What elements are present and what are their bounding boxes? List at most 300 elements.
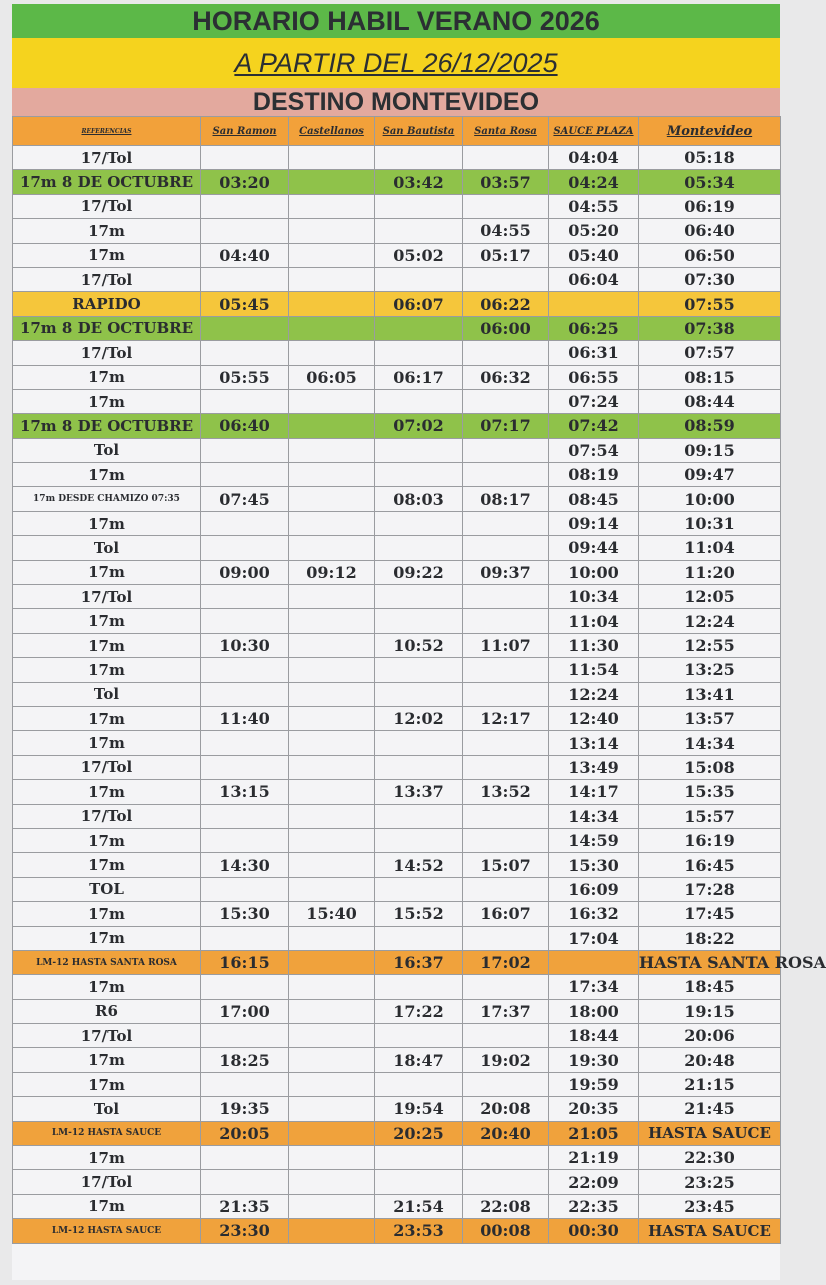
cell-sauce-plaza: 12:40 [549,706,639,730]
cell-reference: Tol [13,1097,201,1121]
cell-sauce-plaza: 19:59 [549,1072,639,1096]
cell-castellanos [289,804,375,828]
cell-montevideo: 06:19 [639,194,781,218]
cell-san-bautista: 19:54 [375,1097,463,1121]
table-row [13,511,781,535]
cell-reference: 17m [13,243,201,267]
cell-san-ramon [201,1072,289,1096]
cell-montevideo: 09:15 [639,438,781,462]
table-row [13,926,781,950]
table-row [13,316,781,340]
cell-montevideo: 07:57 [639,341,781,365]
cell-reference: 17m [13,1072,201,1096]
cell-castellanos [289,463,375,487]
cell-san-bautista [375,804,463,828]
cell-castellanos [289,1024,375,1048]
cell-castellanos [289,487,375,511]
table-row [13,658,781,682]
cell-sauce-plaza: 06:04 [549,267,639,291]
cell-sauce-plaza: 06:55 [549,365,639,389]
cell-san-ramon: 04:40 [201,243,289,267]
cell-castellanos [289,243,375,267]
cell-reference: Tol [13,536,201,560]
cell-castellanos [289,926,375,950]
cell-sauce-plaza: 21:05 [549,1121,639,1145]
cell-sauce-plaza: 14:34 [549,804,639,828]
schedule-title: HORARIO HABIL VERANO 2026 [12,4,780,38]
cell-montevideo: 19:15 [639,999,781,1023]
cell-san-ramon: 10:30 [201,633,289,657]
cell-santa-rosa [463,609,549,633]
cell-santa-rosa: 12:17 [463,706,549,730]
timetable-body [13,146,826,1244]
cell-santa-rosa: 19:02 [463,1048,549,1072]
cell-san-bautista: 13:37 [375,780,463,804]
table-row [13,975,781,999]
cell-montevideo: 16:45 [639,853,781,877]
cell-reference: 17m [13,658,201,682]
cell-san-bautista [375,755,463,779]
cell-reference: 17m [13,828,201,852]
cell-reference: 17/Tol [13,194,201,218]
cell-santa-rosa [463,731,549,755]
cell-santa-rosa [463,877,549,901]
cell-reference: 17m [13,706,201,730]
table-row [13,731,781,755]
cell-san-bautista: 15:52 [375,902,463,926]
schedule-start-date: A PARTIR DEL 26/12/2025 [12,38,780,88]
cell-reference: Tol [13,682,201,706]
table-row [13,950,781,974]
cell-reference: 17/Tol [13,341,201,365]
cell-santa-rosa [463,926,549,950]
cell-sauce-plaza: 08:45 [549,487,639,511]
cell-sauce-plaza: 16:32 [549,902,639,926]
cell-castellanos [289,389,375,413]
cell-sauce-plaza: 09:14 [549,511,639,535]
cell-san-bautista [375,438,463,462]
cell-castellanos [289,633,375,657]
cell-san-ramon [201,975,289,999]
cell-san-ramon [201,341,289,365]
cell-san-ramon [201,511,289,535]
cell-castellanos [289,853,375,877]
cell-santa-rosa: 06:00 [463,316,549,340]
cell-sauce-plaza: 15:30 [549,853,639,877]
cell-san-ramon: 15:30 [201,902,289,926]
schedule-destination: DESTINO MONTEVIDEO [12,88,780,116]
cell-castellanos [289,511,375,535]
table-row [13,170,781,194]
cell-san-bautista: 10:52 [375,633,463,657]
cell-reference: 17m [13,560,201,584]
table-row [13,389,781,413]
cell-castellanos [289,877,375,901]
cell-san-ramon: 13:15 [201,780,289,804]
cell-castellanos [289,1048,375,1072]
cell-montevideo: HASTA SANTA ROSA [639,950,781,974]
cell-reference: 17m [13,365,201,389]
cell-sauce-plaza: 20:35 [549,1097,639,1121]
cell-santa-rosa [463,463,549,487]
cell-santa-rosa: 00:08 [463,1219,549,1243]
table-row [13,341,781,365]
cell-montevideo: 13:41 [639,682,781,706]
cell-montevideo: 10:00 [639,487,781,511]
col-header-san-ramon: San Ramon [201,117,289,146]
cell-reference: 17m 8 DE OCTUBRE [13,414,201,438]
cell-santa-rosa: 15:07 [463,853,549,877]
cell-san-bautista [375,389,463,413]
col-header-montevideo: Montevideo [639,117,781,146]
cell-sauce-plaza: 22:09 [549,1170,639,1194]
cell-castellanos [289,585,375,609]
cell-san-ramon: 05:55 [201,365,289,389]
cell-montevideo: 05:18 [639,146,781,170]
cell-santa-rosa: 20:40 [463,1121,549,1145]
cell-reference: TOL [13,877,201,901]
table-row [13,828,781,852]
cell-san-bautista: 08:03 [375,487,463,511]
cell-reference: 17m [13,389,201,413]
cell-santa-rosa [463,389,549,413]
cell-reference: 17/Tol [13,267,201,291]
cell-castellanos [289,975,375,999]
cell-montevideo: 20:06 [639,1024,781,1048]
cell-san-bautista [375,463,463,487]
cell-san-bautista [375,877,463,901]
cell-reference: 17m [13,926,201,950]
table-row [13,414,781,438]
cell-san-bautista: 12:02 [375,706,463,730]
table-row [13,1146,781,1170]
cell-san-ramon: 17:00 [201,999,289,1023]
table-row [13,877,781,901]
cell-castellanos [289,1170,375,1194]
table-row [13,780,781,804]
cell-reference: 17m DESDE CHAMIZO 07:35 [13,487,201,511]
cell-san-ramon: 03:20 [201,170,289,194]
table-row [13,292,781,316]
cell-castellanos [289,414,375,438]
cell-santa-rosa [463,146,549,170]
cell-san-ramon [201,828,289,852]
cell-san-ramon [201,1170,289,1194]
cell-reference: 17/Tol [13,585,201,609]
timetable-header-row [13,117,781,146]
cell-castellanos [289,950,375,974]
cell-san-ramon [201,609,289,633]
cell-san-ramon [201,316,289,340]
cell-reference: 17/Tol [13,804,201,828]
cell-san-ramon: 05:45 [201,292,289,316]
cell-reference: 17m [13,511,201,535]
table-row [13,463,781,487]
cell-reference: 17m [13,609,201,633]
cell-castellanos [289,658,375,682]
cell-castellanos [289,755,375,779]
cell-reference: 17m [13,219,201,243]
cell-castellanos [289,999,375,1023]
cell-castellanos [289,292,375,316]
cell-san-ramon [201,146,289,170]
cell-santa-rosa [463,341,549,365]
table-row [13,804,781,828]
cell-reference: 17m [13,463,201,487]
cell-santa-rosa [463,828,549,852]
cell-san-ramon: 19:35 [201,1097,289,1121]
cell-sauce-plaza: 14:17 [549,780,639,804]
cell-castellanos [289,682,375,706]
cell-sauce-plaza: 04:55 [549,194,639,218]
cell-castellanos [289,828,375,852]
timetable [12,116,826,1244]
cell-reference: 17m [13,1194,201,1218]
cell-montevideo: 06:40 [639,219,781,243]
cell-montevideo: 20:48 [639,1048,781,1072]
cell-santa-rosa: 05:17 [463,243,549,267]
cell-sauce-plaza: 11:04 [549,609,639,633]
cell-san-bautista: 09:22 [375,560,463,584]
table-row [13,1121,781,1145]
table-row [13,438,781,462]
cell-sauce-plaza: 07:24 [549,389,639,413]
cell-san-ramon [201,877,289,901]
cell-castellanos [289,438,375,462]
cell-montevideo: HASTA SAUCE [639,1219,781,1243]
cell-castellanos [289,706,375,730]
cell-castellanos [289,1194,375,1218]
cell-san-bautista [375,926,463,950]
cell-reference: 17m [13,853,201,877]
table-row [13,487,781,511]
cell-sauce-plaza [549,950,639,974]
cell-montevideo: 10:31 [639,511,781,535]
cell-santa-rosa: 04:55 [463,219,549,243]
cell-santa-rosa [463,511,549,535]
cell-montevideo: 07:55 [639,292,781,316]
cell-san-bautista: 05:02 [375,243,463,267]
table-row [13,365,781,389]
cell-castellanos [289,1072,375,1096]
cell-castellanos [289,609,375,633]
cell-sauce-plaza: 07:42 [549,414,639,438]
col-header-sauce-plaza: SAUCE PLAZA [549,117,639,146]
cell-sauce-plaza: 10:00 [549,560,639,584]
table-row [13,536,781,560]
cell-san-bautista: 23:53 [375,1219,463,1243]
cell-san-bautista: 17:22 [375,999,463,1023]
cell-san-ramon [201,267,289,291]
cell-san-ramon [201,438,289,462]
cell-san-ramon [201,536,289,560]
cell-san-ramon [201,219,289,243]
cell-santa-rosa [463,975,549,999]
cell-santa-rosa: 11:07 [463,633,549,657]
cell-santa-rosa: 09:37 [463,560,549,584]
table-row [13,267,781,291]
cell-reference: LM-12 HASTA SANTA ROSA [13,950,201,974]
cell-sauce-plaza: 11:30 [549,633,639,657]
cell-sauce-plaza: 21:19 [549,1146,639,1170]
cell-san-bautista [375,731,463,755]
cell-montevideo: 08:15 [639,365,781,389]
cell-san-ramon: 16:15 [201,950,289,974]
col-header-referencias: REFERENCIAS [13,117,201,146]
cell-montevideo: 23:25 [639,1170,781,1194]
cell-castellanos [289,219,375,243]
cell-montevideo: 09:47 [639,463,781,487]
cell-montevideo: 13:25 [639,658,781,682]
cell-santa-rosa [463,1024,549,1048]
cell-san-ramon: 09:00 [201,560,289,584]
cell-reference: LM-12 HASTA SAUCE [13,1219,201,1243]
cell-sauce-plaza: 18:44 [549,1024,639,1048]
cell-santa-rosa [463,585,549,609]
cell-castellanos [289,731,375,755]
table-row [13,999,781,1023]
cell-castellanos [289,170,375,194]
cell-sauce-plaza: 12:24 [549,682,639,706]
cell-reference: R6 [13,999,201,1023]
cell-reference: 17m 8 DE OCTUBRE [13,170,201,194]
cell-sauce-plaza: 18:00 [549,999,639,1023]
cell-reference: 17m [13,633,201,657]
cell-san-bautista [375,658,463,682]
cell-sauce-plaza: 16:09 [549,877,639,901]
cell-montevideo: 06:50 [639,243,781,267]
cell-castellanos [289,1097,375,1121]
cell-castellanos [289,1121,375,1145]
cell-san-bautista [375,1170,463,1194]
cell-reference: 17m [13,780,201,804]
cell-sauce-plaza: 00:30 [549,1219,639,1243]
cell-sauce-plaza: 06:25 [549,316,639,340]
cell-san-bautista: 20:25 [375,1121,463,1145]
table-row [13,706,781,730]
cell-san-ramon: 06:40 [201,414,289,438]
cell-santa-rosa: 22:08 [463,1194,549,1218]
cell-san-bautista [375,682,463,706]
cell-san-ramon [201,463,289,487]
cell-montevideo: 15:57 [639,804,781,828]
cell-montevideo: 15:35 [639,780,781,804]
cell-san-ramon [201,1146,289,1170]
table-row [13,853,781,877]
cell-santa-rosa [463,682,549,706]
cell-sauce-plaza: 04:04 [549,146,639,170]
cell-san-bautista: 06:07 [375,292,463,316]
cell-santa-rosa [463,194,549,218]
cell-montevideo: 12:05 [639,585,781,609]
cell-san-bautista [375,1024,463,1048]
table-row [13,1097,781,1121]
cell-sauce-plaza: 13:49 [549,755,639,779]
cell-sauce-plaza: 05:40 [549,243,639,267]
cell-castellanos: 15:40 [289,902,375,926]
cell-montevideo: 16:19 [639,828,781,852]
cell-santa-rosa [463,536,549,560]
cell-reference: 17/Tol [13,146,201,170]
cell-san-ramon [201,804,289,828]
table-row [13,1024,781,1048]
cell-montevideo: 15:08 [639,755,781,779]
cell-san-ramon [201,194,289,218]
table-row [13,1219,781,1243]
cell-castellanos [289,194,375,218]
cell-san-bautista [375,536,463,560]
cell-san-bautista [375,1072,463,1096]
cell-reference: 17m 8 DE OCTUBRE [13,316,201,340]
cell-san-bautista [375,219,463,243]
cell-santa-rosa [463,438,549,462]
cell-santa-rosa: 07:17 [463,414,549,438]
cell-castellanos [289,780,375,804]
table-row [13,609,781,633]
cell-reference: LM-12 HASTA SAUCE [13,1121,201,1145]
cell-san-ramon [201,682,289,706]
cell-castellanos [289,316,375,340]
cell-san-bautista: 14:52 [375,853,463,877]
cell-sauce-plaza: 08:19 [549,463,639,487]
cell-san-ramon: 07:45 [201,487,289,511]
cell-sauce-plaza: 04:24 [549,170,639,194]
cell-san-bautista [375,146,463,170]
cell-sauce-plaza: 10:34 [549,585,639,609]
cell-reference: 17/Tol [13,755,201,779]
table-row [13,755,781,779]
cell-santa-rosa: 17:37 [463,999,549,1023]
cell-santa-rosa [463,1170,549,1194]
table-row [13,560,781,584]
cell-santa-rosa [463,658,549,682]
cell-sauce-plaza: 07:54 [549,438,639,462]
cell-montevideo: 07:38 [639,316,781,340]
cell-san-bautista [375,267,463,291]
cell-montevideo: 18:45 [639,975,781,999]
cell-san-bautista [375,341,463,365]
cell-sauce-plaza: 17:04 [549,926,639,950]
cell-montevideo: 07:30 [639,267,781,291]
table-row [13,682,781,706]
cell-san-ramon: 18:25 [201,1048,289,1072]
cell-sauce-plaza: 17:34 [549,975,639,999]
cell-san-bautista [375,585,463,609]
table-row [13,633,781,657]
cell-castellanos [289,341,375,365]
cell-montevideo: 17:28 [639,877,781,901]
cell-san-ramon [201,1024,289,1048]
cell-san-ramon: 21:35 [201,1194,289,1218]
cell-sauce-plaza: 05:20 [549,219,639,243]
cell-san-ramon: 14:30 [201,853,289,877]
cell-castellanos [289,146,375,170]
cell-montevideo: 13:57 [639,706,781,730]
cell-san-ramon: 23:30 [201,1219,289,1243]
cell-montevideo: 18:22 [639,926,781,950]
cell-castellanos [289,1219,375,1243]
table-row [13,1072,781,1096]
cell-castellanos [289,267,375,291]
cell-santa-rosa [463,1072,549,1096]
cell-reference: 17/Tol [13,1024,201,1048]
cell-castellanos: 06:05 [289,365,375,389]
cell-reference: 17m [13,902,201,926]
cell-santa-rosa [463,804,549,828]
col-header-santa-rosa: Santa Rosa [463,117,549,146]
cell-reference: 17m [13,1048,201,1072]
cell-san-bautista [375,609,463,633]
